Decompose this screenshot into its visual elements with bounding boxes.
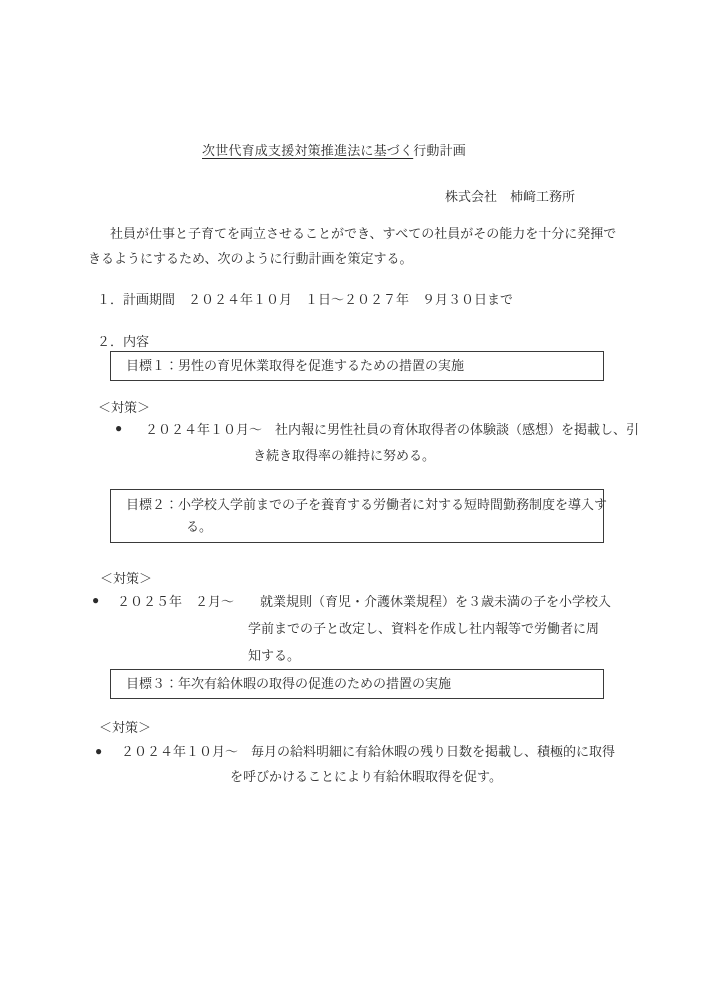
goal-2-measure-line-2: 学前までの子と改定し、資料を作成し社内報等で労働者に周 bbox=[248, 621, 600, 636]
bullet-icon: ● bbox=[92, 593, 100, 607]
bullet-icon: ● bbox=[115, 421, 123, 435]
goal-1-box bbox=[110, 351, 604, 381]
goal-1-measure-line-1: ２０２４年１０月～ 社内報に男性社員の育休取得者の体験談（感想）を掲載し、引 bbox=[145, 422, 640, 437]
goal-3-measure-line-1: ２０２４年１０月～ 毎月の給料明細に有給休暇の残り日数を掲載し、積極的に取得 bbox=[121, 744, 616, 759]
plan-period-heading: １．計画期間 ２０２４年１０月 １日～２０２７年 ９月３０日まで bbox=[97, 292, 514, 307]
goal-2-measure-line-3: 知する。 bbox=[248, 648, 301, 663]
company-name: 株式会社 柿﨑工務所 bbox=[445, 189, 576, 204]
bullet-icon: ● bbox=[95, 744, 103, 758]
goal-3-measure-line-2: を呼びかけることにより有給休暇取得を促す。 bbox=[230, 769, 502, 784]
goal-2-measure-line-1: ２０２５年 ２月～ 就業規則（育児・介護休業規程）を３歳未満の子を小学校入 bbox=[117, 594, 612, 609]
title-plain-text: 行動計画 bbox=[413, 143, 467, 158]
goal-1-title: 目標１：男性の育児休業取得を促進するための措置の実施 bbox=[126, 358, 465, 373]
goal-2-title-line-2: る。 bbox=[186, 519, 213, 534]
goal-1-measure-line-2: き続き取得率の維持に努める。 bbox=[253, 448, 436, 463]
measures-label-3: ＜対策＞ bbox=[99, 720, 152, 735]
measures-label-1: ＜対策＞ bbox=[98, 400, 151, 415]
goal-3-title: 目標３：年次有給休暇の取得の促進のための措置の実施 bbox=[126, 676, 452, 691]
content-heading: ２．内容 bbox=[97, 334, 150, 349]
page-title bbox=[202, 140, 466, 159]
intro-paragraph bbox=[88, 221, 628, 271]
goal-2-title-line-1: 目標２：小学校入学前までの子を養育する労働者に対する短時間勤務制度を導入す bbox=[126, 497, 608, 512]
measures-label-2: ＜対策＞ bbox=[100, 571, 153, 586]
intro-line-1: 社員が仕事と子育てを両立させることができ、すべての社員がその能力を十分に発揮で bbox=[110, 226, 617, 241]
goal-3-box bbox=[110, 669, 604, 699]
intro-line-2: きるようにするため、次のように行動計画を策定する。 bbox=[88, 251, 413, 266]
goal-2-box bbox=[110, 489, 608, 543]
title-underlined-text: 次世代育成支援対策推進法に基づく bbox=[202, 143, 414, 158]
